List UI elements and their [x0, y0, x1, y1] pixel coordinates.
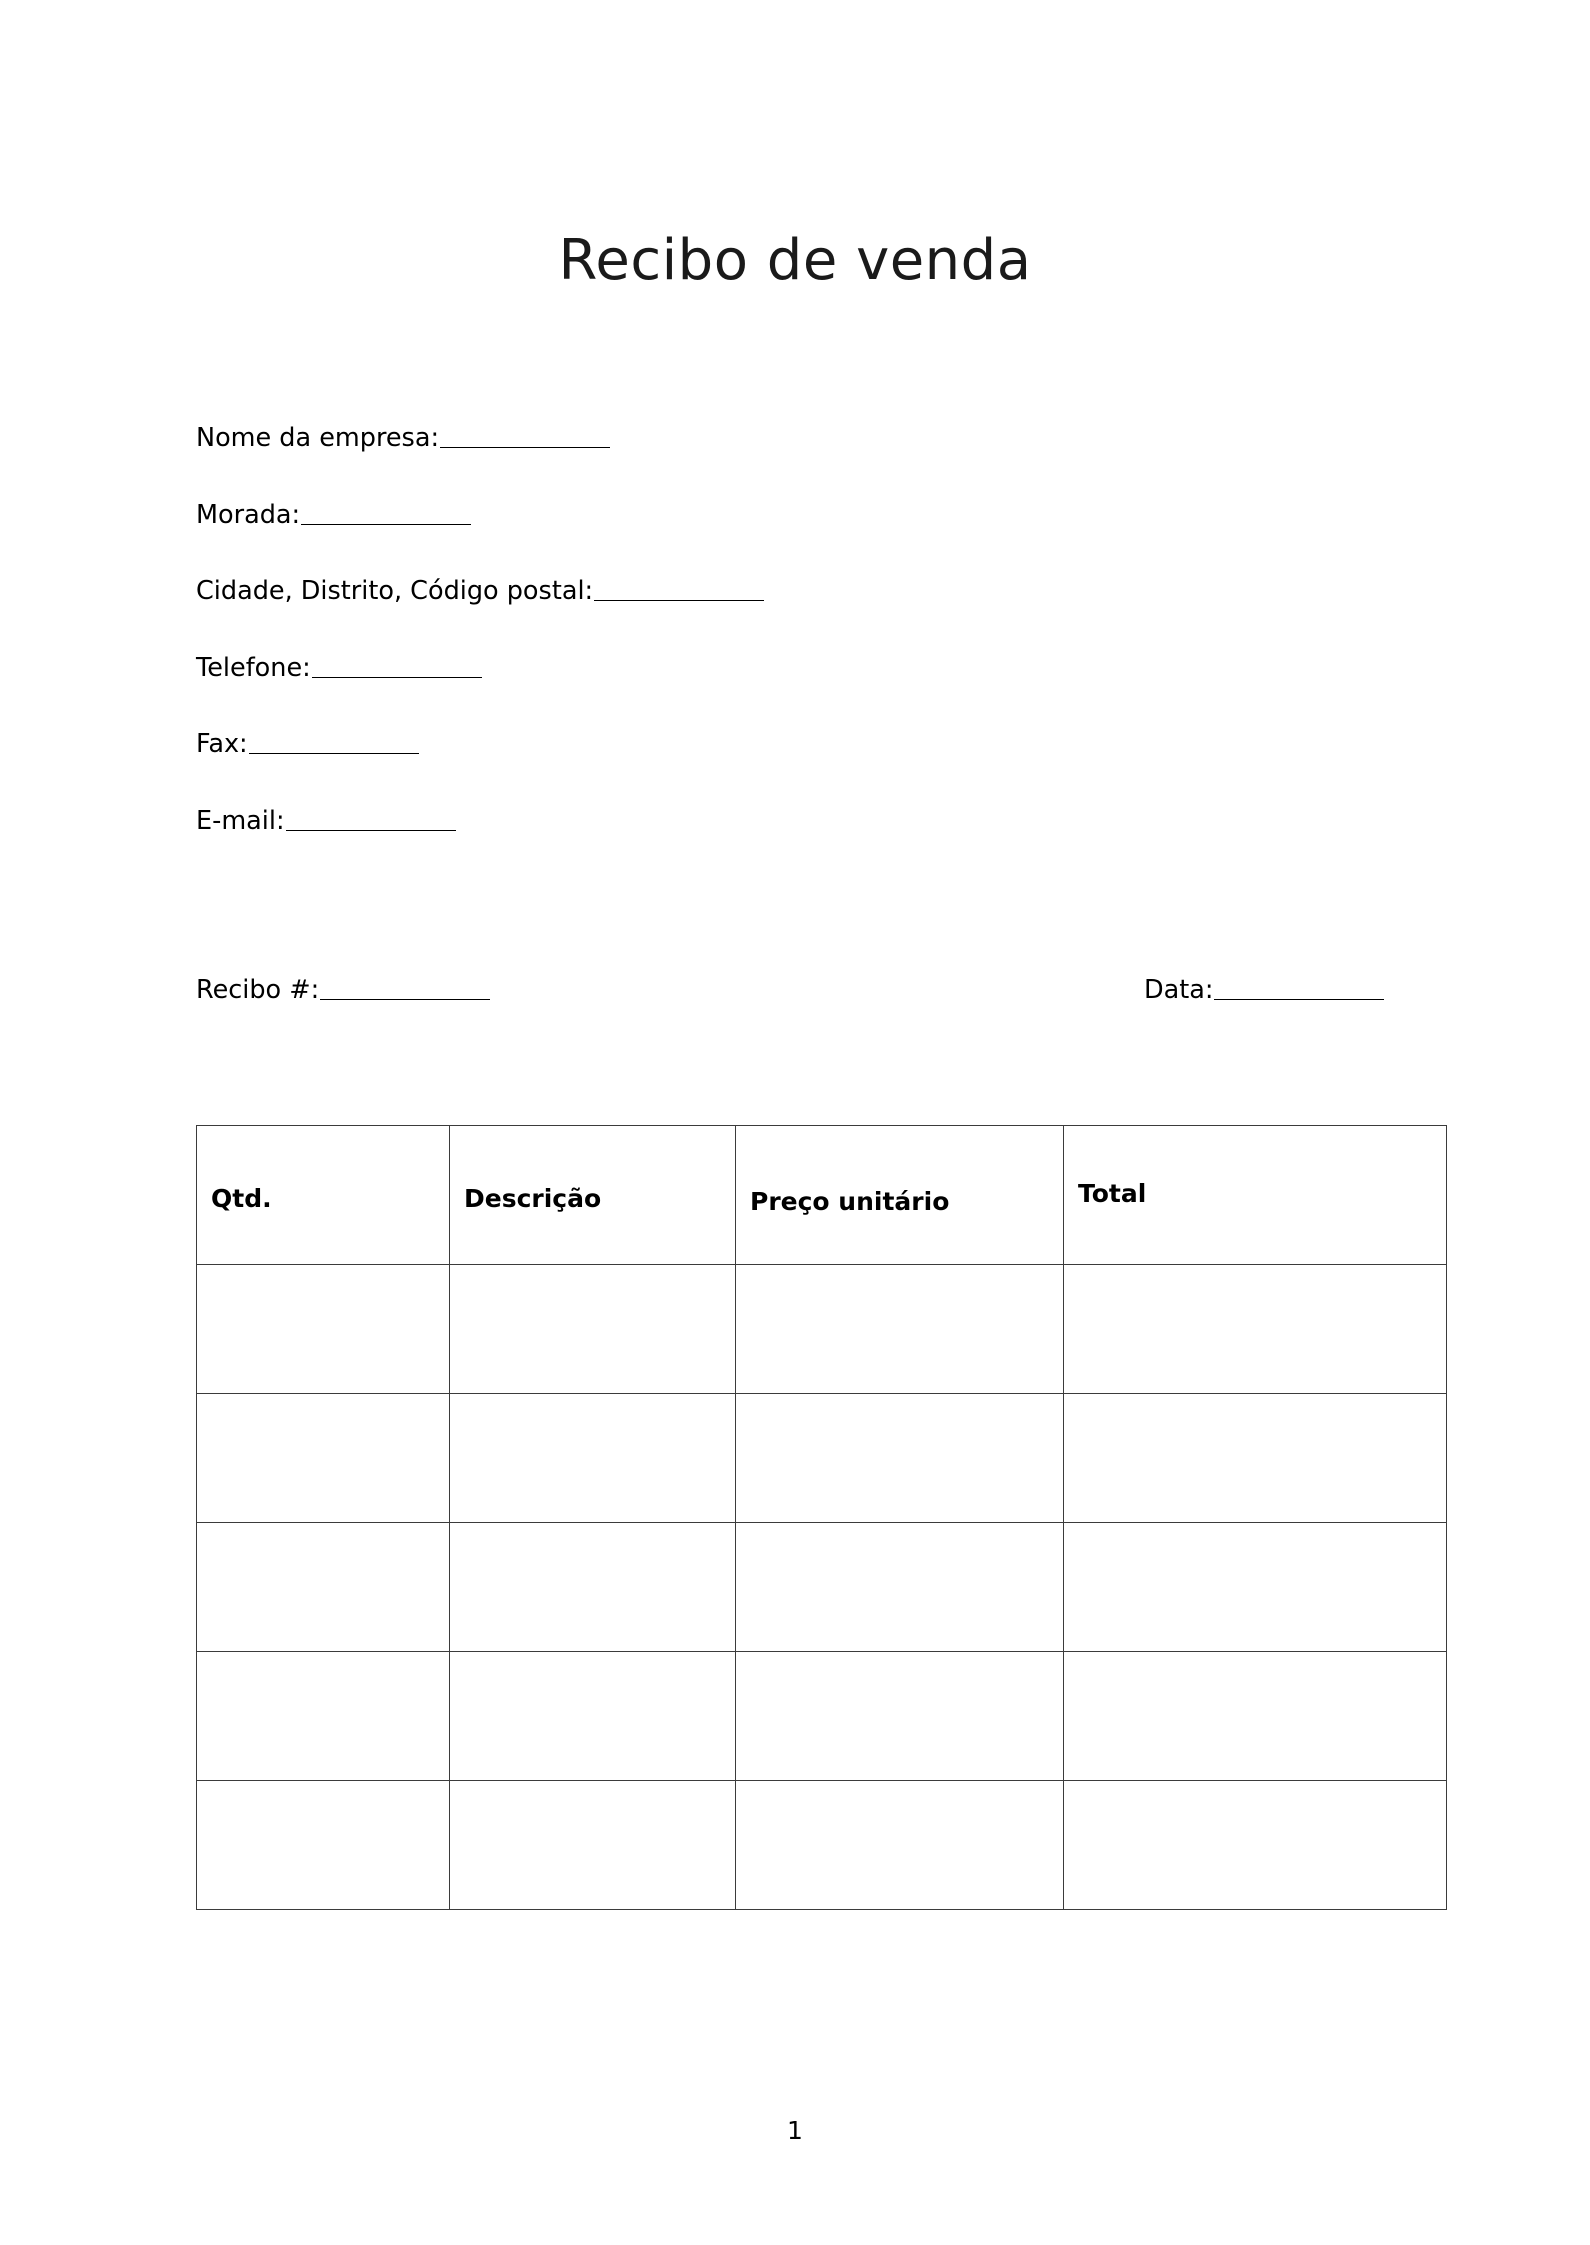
table-row — [197, 1394, 1447, 1523]
company-info-fields — [196, 425, 1396, 884]
cell-qtd[interactable] — [197, 1265, 450, 1394]
field-cidade-distrito-codigo-postal — [196, 578, 1396, 605]
field-fax — [196, 731, 1396, 758]
field-data — [1144, 975, 1384, 1005]
field-input-data[interactable] — [1214, 977, 1384, 1000]
field-input-email[interactable] — [286, 808, 456, 831]
cell-qtd[interactable] — [197, 1652, 450, 1781]
field-nome-da-empresa — [196, 425, 1396, 452]
table-header-row — [197, 1126, 1447, 1265]
field-input-recibo-numero[interactable] — [320, 977, 490, 1000]
field-telefone — [196, 652, 1396, 683]
cell-qtd[interactable] — [197, 1523, 450, 1652]
field-input-cidade-distrito-codigo-postal[interactable] — [594, 578, 764, 601]
cell-total[interactable] — [1064, 1652, 1447, 1781]
column-header-preco-unitario — [736, 1126, 1064, 1265]
column-header-descricao-label: Descrição — [464, 1183, 602, 1213]
column-header-preco-unitario-label: Preço unitário — [750, 1186, 950, 1216]
cell-preco-unitario[interactable] — [736, 1781, 1064, 1910]
cell-preco-unitario[interactable] — [736, 1652, 1064, 1781]
field-label-cidade-distrito-codigo-postal: Cidade, Distrito, Código postal: — [196, 576, 594, 606]
field-label-data: Data: — [1144, 975, 1214, 1005]
field-label-telefone: Telefone: — [196, 652, 311, 683]
page-number: 1 — [787, 2116, 803, 2145]
field-label-recibo-numero: Recibo #: — [196, 975, 320, 1005]
cell-preco-unitario[interactable] — [736, 1394, 1064, 1523]
items-table — [196, 1125, 1447, 1910]
field-label-fax: Fax: — [196, 729, 248, 759]
table-row — [197, 1652, 1447, 1781]
field-input-telefone[interactable] — [312, 655, 482, 678]
field-input-nome-da-empresa[interactable] — [440, 425, 610, 448]
cell-preco-unitario[interactable] — [736, 1265, 1064, 1394]
items-table-header — [197, 1126, 1447, 1265]
cell-descricao[interactable] — [450, 1265, 736, 1394]
field-label-nome-da-empresa: Nome da empresa: — [196, 423, 440, 453]
table-row — [197, 1781, 1447, 1910]
cell-total[interactable] — [1064, 1394, 1447, 1523]
field-label-email: E-mail: — [196, 805, 285, 836]
cell-total[interactable] — [1064, 1523, 1447, 1652]
column-header-qtd — [197, 1126, 450, 1265]
field-input-fax[interactable] — [249, 731, 419, 754]
cell-preco-unitario[interactable] — [736, 1523, 1064, 1652]
field-morada — [196, 499, 1396, 530]
column-header-descricao — [450, 1126, 736, 1265]
cell-descricao[interactable] — [450, 1781, 736, 1910]
table-row — [197, 1265, 1447, 1394]
cell-total[interactable] — [1064, 1781, 1447, 1910]
page-title: Recibo de venda — [558, 228, 1032, 293]
field-recibo-numero — [196, 975, 490, 1005]
cell-qtd[interactable] — [197, 1781, 450, 1910]
column-header-total-label: Total — [1078, 1178, 1147, 1208]
field-email — [196, 805, 1396, 836]
field-label-morada: Morada: — [196, 499, 301, 530]
cell-qtd[interactable] — [197, 1394, 450, 1523]
cell-descricao[interactable] — [450, 1652, 736, 1781]
table-row — [197, 1523, 1447, 1652]
cell-descricao[interactable] — [450, 1523, 736, 1652]
cell-descricao[interactable] — [450, 1394, 736, 1523]
column-header-total — [1064, 1126, 1447, 1265]
field-input-morada[interactable] — [301, 502, 471, 525]
column-header-qtd-label: Qtd. — [211, 1183, 272, 1213]
cell-total[interactable] — [1064, 1265, 1447, 1394]
items-table-body — [197, 1265, 1447, 1910]
